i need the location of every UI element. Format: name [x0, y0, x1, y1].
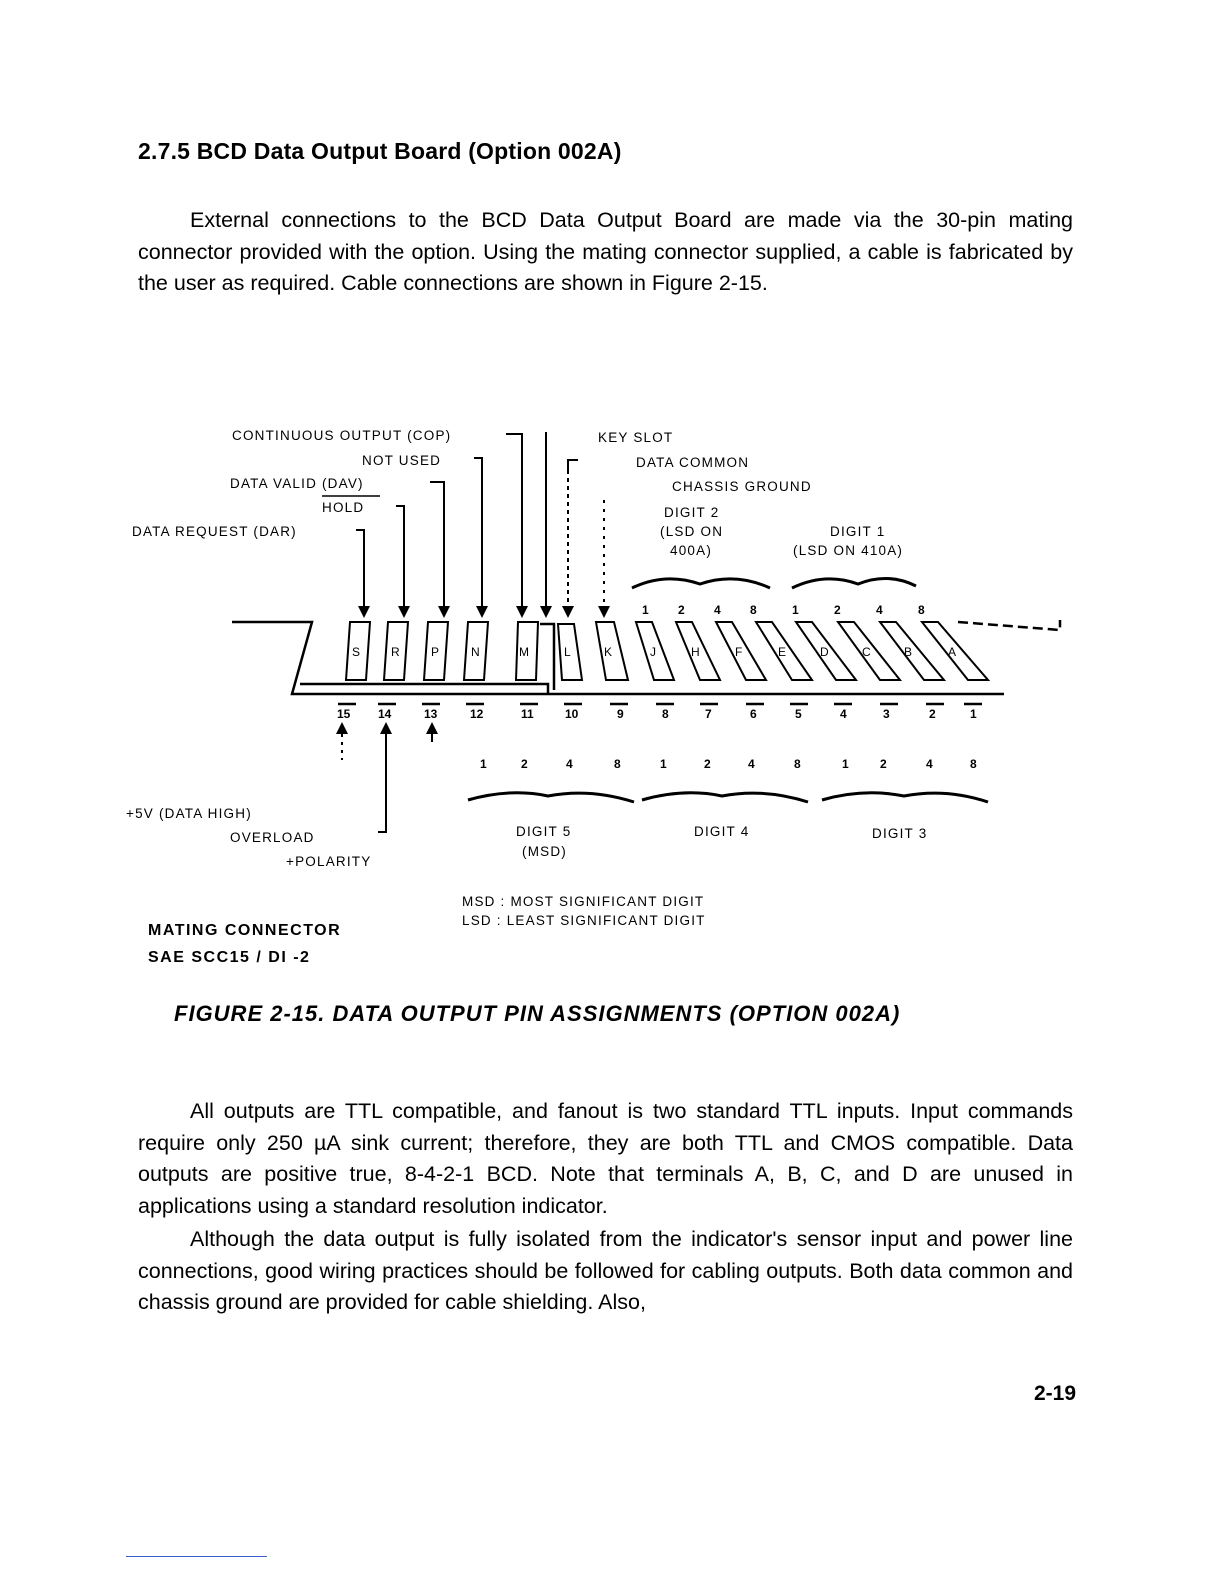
label-not-used: NOT USED	[362, 453, 442, 468]
arrow-data-common	[562, 606, 574, 618]
footer-rule	[126, 1556, 267, 1557]
top-weight: 4	[714, 603, 721, 617]
bottom-weights	[480, 757, 977, 771]
section-title: 2.7.5 BCD Data Output Board (Option 002A)	[138, 138, 622, 164]
top-weight: 1	[642, 603, 649, 617]
isolation-paragraph-text: Although the data output is fully isolated from the indicator's sensor input and power line connections, good wiring practices should be followed for cabling outputs. Both data common and chassis ground are provided for cable shielding. Also,	[138, 1227, 1073, 1314]
pin-letters	[352, 645, 956, 659]
digit1-brace	[792, 578, 916, 588]
pin-number: 4	[840, 707, 847, 721]
arrow-plus5v	[336, 722, 348, 734]
pin-letter: B	[904, 645, 913, 659]
legend-msd: MSD : MOST SIGNIFICANT DIGIT	[462, 894, 705, 909]
pin-letter: S	[352, 645, 361, 659]
leader-dav	[430, 482, 444, 608]
figure-caption: FIGURE 2-15. DATA OUTPUT PIN ASSIGNMENTS (OPTION 002A)	[174, 1001, 901, 1026]
top-weight: 8	[750, 603, 757, 617]
bottom-weight: 1	[842, 757, 849, 771]
bottom-weight: 2	[880, 757, 887, 771]
right-pin-slots	[558, 622, 988, 680]
pin-number: 5	[795, 707, 802, 721]
pin-number: 15	[337, 707, 351, 721]
arrow-polarity	[426, 722, 438, 734]
pin-number: 13	[424, 707, 438, 721]
leader-dar	[356, 530, 364, 608]
leader-hold	[396, 506, 404, 608]
top-weight: 4	[876, 603, 883, 617]
connector-inner-left	[300, 684, 548, 694]
label-data-request: DATA REQUEST (DAR)	[132, 524, 297, 539]
pin-letter: N	[471, 645, 480, 659]
label-hold: HOLD	[322, 500, 365, 515]
label-chassis-ground: CHASSIS GROUND	[672, 479, 812, 494]
top-weight: 2	[678, 603, 685, 617]
bottom-leader-lines	[342, 734, 432, 832]
pin-number: 2	[929, 707, 936, 721]
pin-letter: R	[391, 645, 400, 659]
leader-cop	[506, 434, 522, 608]
top-weight: 2	[834, 603, 841, 617]
page-number: 2-19	[1034, 1382, 1077, 1405]
label-digit1-title: DIGIT 1	[830, 524, 886, 539]
pin-letter: P	[431, 645, 440, 659]
label-data-valid: DATA VALID (DAV)	[230, 476, 364, 491]
bottom-weight: 1	[480, 757, 487, 771]
mating-connector-line1: MATING CONNECTOR	[148, 922, 342, 939]
pin-letter: F	[735, 645, 743, 659]
bottom-arrowheads	[336, 722, 438, 734]
pin-number: 10	[565, 707, 579, 721]
top-arrowheads	[358, 606, 610, 618]
bottom-weight: 4	[748, 757, 755, 771]
label-plus5v: +5V (DATA HIGH)	[126, 806, 252, 821]
digit3-brace	[822, 793, 988, 802]
pin-letter: J	[650, 645, 656, 659]
connector-right-flange	[958, 620, 1060, 630]
arrow-cop	[516, 606, 528, 618]
bottom-weight: 8	[970, 757, 977, 771]
leader-overload	[378, 734, 386, 832]
legend-lsd: LSD : LEAST SIGNIFICANT DIGIT	[462, 913, 706, 928]
label-digit4: DIGIT 4	[694, 824, 750, 839]
label-digit2-title: DIGIT 2	[664, 505, 720, 520]
intro-paragraph-text: External connections to the BCD Data Output Board are made via the 30-pin mating connector provided with the option. Using the mating connector supplied, a cable is fabricated by the user as required. Cable connections are shown in Figure 2-15.	[138, 208, 1073, 295]
bottom-weight: 8	[614, 757, 621, 771]
left-pin-slots	[346, 622, 538, 680]
bottom-weight: 4	[566, 757, 573, 771]
pin-letter: E	[778, 645, 787, 659]
arrow-not-used	[476, 606, 488, 618]
label-digit5-sub: (MSD)	[522, 844, 567, 859]
arrow-key-slot	[540, 606, 552, 618]
label-digit5: DIGIT 5	[516, 824, 572, 839]
pin-number: 3	[883, 707, 890, 721]
label-key-slot: KEY SLOT	[598, 430, 674, 445]
label-polarity: +POLARITY	[286, 854, 372, 869]
pin-letter: D	[820, 645, 829, 659]
digit4-brace	[642, 793, 808, 802]
label-digit3: DIGIT 3	[872, 826, 928, 841]
bottom-weight: 2	[521, 757, 528, 771]
mating-connector-line2: SAE SCC15 / DI -2	[148, 949, 311, 966]
top-weights	[642, 603, 925, 617]
pin-number: 9	[617, 707, 624, 721]
bottom-weight: 4	[926, 757, 933, 771]
digit2-brace	[632, 579, 770, 588]
pin-letter: H	[691, 645, 700, 659]
top-weight: 8	[918, 603, 925, 617]
pin-letter: L	[564, 645, 571, 659]
bottom-weight: 1	[660, 757, 667, 771]
pin-letter: A	[948, 645, 957, 659]
pin-number: 1	[970, 707, 977, 721]
pin-letter: K	[604, 645, 613, 659]
isolation-paragraph	[138, 1224, 1073, 1319]
top-weight: 1	[792, 603, 799, 617]
leader-not-used	[474, 458, 482, 608]
pin-number: 6	[750, 707, 757, 721]
pin-number: 11	[521, 707, 534, 721]
label-digit2-sub1: (LSD ON	[660, 524, 724, 539]
arrow-hold	[398, 606, 410, 618]
bottom-weight: 8	[794, 757, 801, 771]
digit5-brace	[468, 793, 634, 802]
arrow-chassis	[598, 606, 610, 618]
leader-data-common-top	[568, 460, 578, 470]
ttl-paragraph	[138, 1096, 1073, 1222]
pin-number: 14	[378, 707, 392, 721]
label-overload: OVERLOAD	[230, 830, 315, 845]
label-continuous-output: CONTINUOUS OUTPUT (COP)	[232, 428, 452, 443]
arrow-dav	[438, 606, 450, 618]
pin-number: 8	[662, 707, 669, 721]
ttl-paragraph-text: All outputs are TTL compatible, and fanout is two standard TTL inputs. Input commands require only 250 µA sink current; therefore, they are both TTL and CMOS compatible. Data outputs are positive true, 8-4-2-1 BCD. Note that terminals A, B, C, and D are unused in applications using a standard resolution indicator.	[138, 1099, 1073, 1218]
pin-number: 7	[705, 707, 712, 721]
label-digit1-sub: (LSD ON 410A)	[793, 543, 904, 558]
key-slot-mark	[540, 624, 554, 690]
label-data-common: DATA COMMON	[636, 455, 750, 470]
bottom-weight: 2	[704, 757, 711, 771]
pin-numbers	[337, 707, 977, 721]
label-digit2-sub2: 400A)	[670, 543, 713, 558]
arrow-dar	[358, 606, 370, 618]
pin-letter: C	[862, 645, 871, 659]
arrow-overload	[380, 722, 392, 734]
pin-letter: M	[519, 645, 529, 659]
pin-number: 12	[470, 707, 484, 721]
